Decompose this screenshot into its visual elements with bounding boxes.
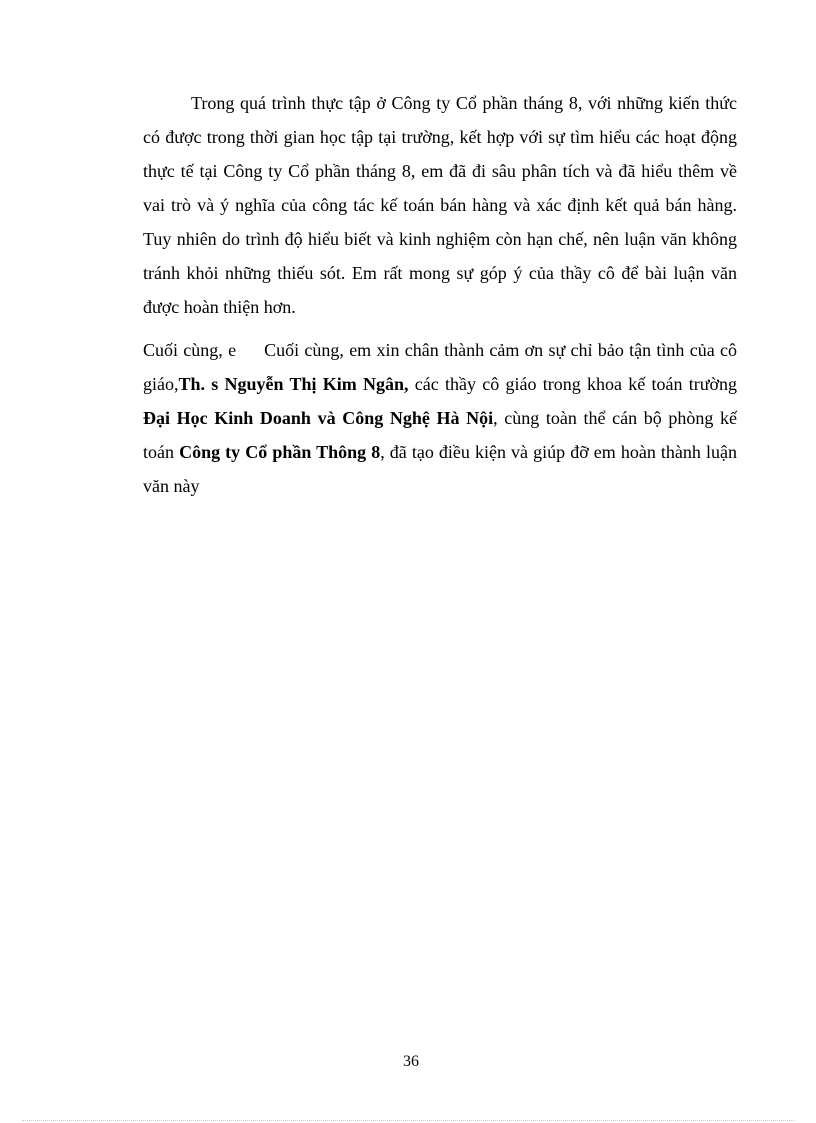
paragraph-acknowledgement [143,333,737,503]
paragraph-2-prefix: Cuối cùng, e [143,340,237,360]
paragraph-internship-summary [143,86,737,324]
advisor-name: Th. s Nguyễn Thị Kim Ngân, [178,374,409,394]
paragraph-2-part4: , đã tạo điều kiện và giúp đỡ em hoàn thành luận văn này [143,442,737,496]
paragraph-2-part3: , cùng toàn thể cán bộ phòng kế toán [143,408,738,462]
company-name: Công ty Cổ phần Thông 8 [179,442,381,462]
page-bottom-border [22,1120,794,1121]
paragraph-2-part1: Cuối cùng, em xin chân thành cảm ơn sự chỉ bảo tận tình của cô giáo, [143,340,737,394]
paragraph-2-part2: các thầy cô giáo trong khoa kế toán trường [408,374,737,394]
page-number: 36 [403,1053,419,1070]
university-name: Đại Học Kinh Doanh và Công Nghệ Hà Nội [143,408,494,428]
paragraph-1-text: Trong quá trình thực tập ở Công ty Cổ phần tháng 8, với những kiến thức có được trong thời gian học tập tại trường, kết hợp với sự tìm hiểu các hoạt động thực tế tại Công ty Cổ phần tháng 8, em đã đi sâu phân tích và đã hiểu thêm về vai trò và ý nghĩa của công tác kế toán bán hàng và xác định kết quả bán hàng. Tuy nhiên do trình độ hiểu biết và kinh nghiệm còn hạn chế, nên luận văn không tránh khỏi những thiếu sót. Em rất mong sự góp ý của thầy cô để bài luận văn được hoàn thiện hơn. [143,93,737,317]
